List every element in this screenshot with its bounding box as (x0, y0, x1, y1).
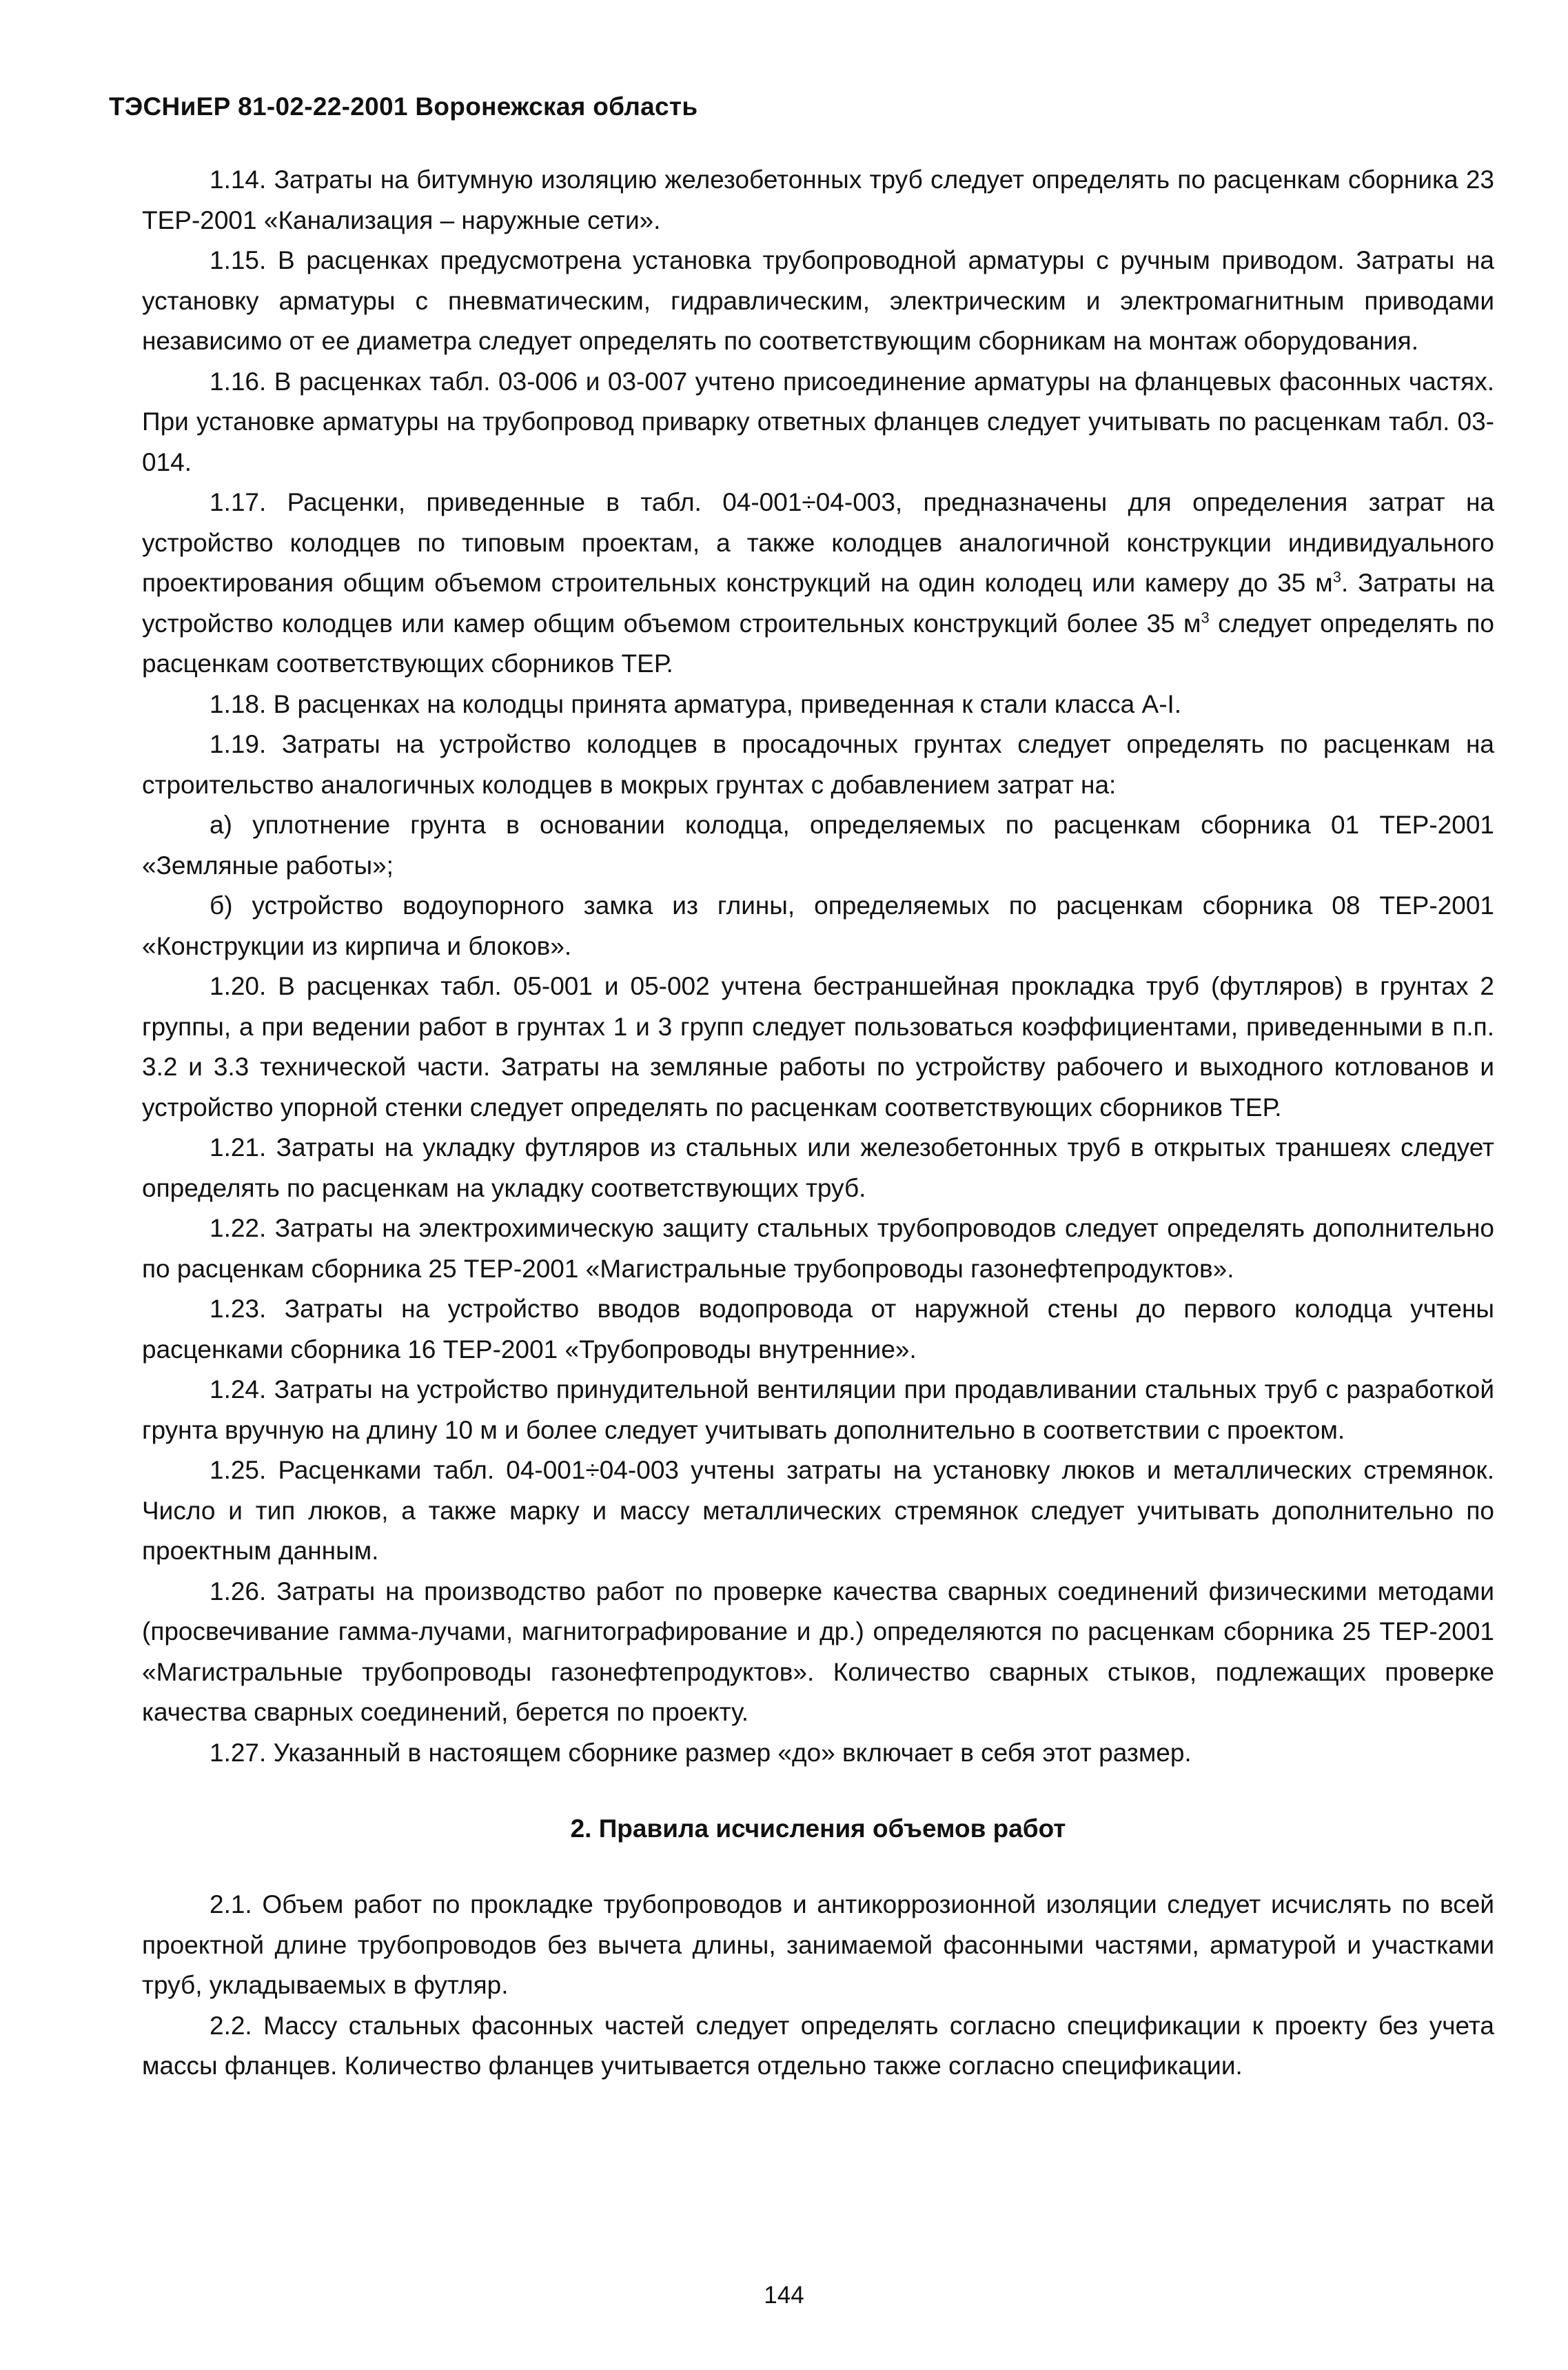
paragraph-1-15: 1.15. В расценках предусмотрена установка трубопроводной арматуры с ручным приводом. Затраты на установку арматуры с пневматическим, гидравлическим, электрическим и электромагнитным приводами независимо от ее диаметра следует определять по соответствующим сборникам на монтаж оборудования. (142, 246, 1494, 355)
paragraph-1-17 (142, 483, 1494, 685)
paragraph-1-26: 1.26. Затраты на производство работ по проверке качества сварных соединений физическими методами (просвечивание гамма-лучами, магнитографирование и др.) определяются по расценкам сборника 25 ТЕР-2001 «Магистральные трубопроводы газонефтепродуктов». Количество сварных стыков, подлежащих проверке качества сварных соединений, берется по проекту. (142, 1577, 1494, 1726)
paragraph-1-21: 1.21. Затраты на укладку футляров из стальных или железобетонных труб в открытых траншеях следует определять по расценкам на укладку соответствующих труб. (142, 1133, 1494, 1202)
paragraph-1-23: 1.23. Затраты на устройство вводов водопровода от наружной стены до первого колодца учтены расценками сборника 16 ТЕР-2001 «Трубопроводы внутренние». (142, 1295, 1494, 1364)
paragraph-2-1: 2.1. Объем работ по прокладке трубопроводов и антикоррозионной изоляции следует исчислять по всей проектной длине трубопроводов без вычета длины, занимаемой фасонными частями, арматурой и участками труб, укладываемых в футляр. (142, 1890, 1494, 1999)
paragraph-1-20: 1.20. В расценках табл. 05-001 и 05-002 учтена бестраншейная прокладка труб (футляров) в грунтах 2 группы, а при ведении работ в грунтах 1 и 3 групп следует пользоваться коэффициентами, приведенными в п.п. 3.2 и 3.3 технической части. Затраты на земляные работы по устройству рабочего и выходного котлованов и устройство упорной стенки следует определять по расценкам соответствующих сборников ТЕР. (142, 972, 1494, 1122)
paragraph-1-25: 1.25. Расценками табл. 04-001÷04-003 учтены затраты на установку люков и металлических стремянок. Число и тип люков, а также марку и массу металлических стремянок следует учитывать дополнительно по проектным данным. (142, 1456, 1494, 1565)
page-number: 144 (764, 2282, 804, 2309)
cubic-superscript: 3 (1201, 609, 1210, 627)
paragraph-1-24: 1.24. Затраты на устройство принудительной вентиляции при продавливании стальных труб с разработкой грунта вручную на длину 10 м и более следует учитывать дополнительно в соответствии с проектом. (142, 1375, 1494, 1444)
cubic-superscript: 3 (1332, 568, 1341, 586)
paragraph-2-2: 2.2. Массу стальных фасонных частей следует определять согласно спецификации к проекту без учета массы фланцев. Количество фланцев учитывается отдельно также согласно спецификации. (142, 2011, 1494, 2080)
paragraph-1-19-item-a: а) уплотнение грунта в основании колодца, определяемых по расценкам сборника 01 ТЕР-2001 «Земляные работы»; (142, 811, 1494, 880)
paragraph-1-14: 1.14. Затраты на битумную изоляцию железобетонных труб следует определять по расценкам сборника 23 ТЕР-2001 «Канализация – наружные сети». (142, 165, 1494, 234)
document-body (142, 160, 1494, 2087)
section-2-title: 2. Правила исчисления объемов работ (570, 1814, 1066, 1843)
paragraph-1-18: 1.18. В расценках на колодцы принята арматура, приведенная к стали класса А-I. (210, 689, 1182, 718)
paragraph-1-19-item-b: б) устройство водоупорного замка из глины, определяемых по расценкам сборника 08 ТЕР-2001 «Конструкции из кирпича и блоков». (142, 891, 1494, 960)
paragraph-1-17-part3: следует определять по расценкам соответствующих сборников ТЕР. (142, 609, 1494, 678)
paragraph-1-16: 1.16. В расценках табл. 03-006 и 03-007 учтено присоединение арматуры на фланцевых фасонных частях. При установке арматуры на трубопровод приварку ответных фланцев следует учитывать по расценкам табл. 03-014. (142, 367, 1494, 476)
document-header: ТЭСНиЕР 81-02-22-2001 Воронежская область (109, 92, 698, 121)
paragraph-1-22: 1.22. Затраты на электрохимическую защиту стальных трубопроводов следует определять дополнительно по расценкам сборника 25 ТЕР-2001 «Магистральные трубопроводы газонефтепродуктов». (142, 1214, 1494, 1283)
paragraph-1-17-part1: 1.17. Расценки, приведенные в табл. 04-001÷04-003, предназначены для определения затрат на устройство колодцев по типовым проектам, а также колодцев аналогичной конструкции индивидуального проектирования общим объемом строительных конструкций на один колодец или камеру до 35 м (142, 488, 1494, 597)
paragraph-1-19: 1.19. Затраты на устройство колодцев в просадочных грунтах следует определять по расценкам на строительство аналогичных колодцев в мокрых грунтах с добавлением затрат на: (142, 730, 1494, 799)
paragraph-1-17-part2: . Затраты на устройство колодцев или камер общим объемом строительных конструкций более 35 м (142, 569, 1494, 638)
paragraph-1-27: 1.27. Указанный в настоящем сборнике размер «до» включает в себя этот размер. (210, 1738, 1192, 1767)
